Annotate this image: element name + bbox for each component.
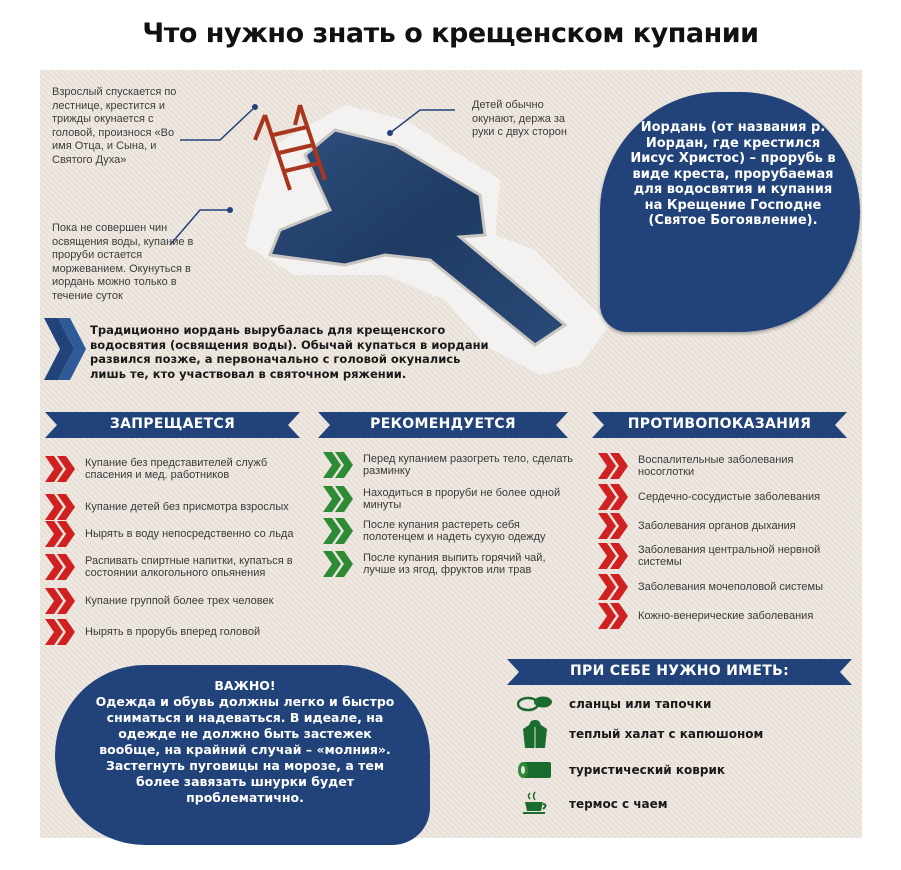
forbidden-item: Распивать спиртные напитки, купаться в состоянии алкогольного опьянения — [45, 554, 310, 580]
forbidden-item: Купание группой более трех человек — [45, 588, 310, 614]
tradition-text: Традиционно иордань вырубалась для крещенского водосвятия (освящения воды). Обычай купаться в иордани развился позже, а первоначально с головой окунались лишь те, кто участвовал в святочном ряжении. — [90, 323, 489, 381]
contra-item: Кожно-венерические заболевания — [598, 603, 853, 629]
red-chevron-icon — [598, 603, 630, 629]
red-chevron-icon — [45, 521, 77, 547]
tradition-chevron-icon — [44, 318, 86, 380]
contra-item: Заболевания мочеполовой системы — [598, 574, 853, 600]
recommended-item: Находиться в проруби не более одной минуты — [323, 486, 578, 512]
forbidden-item: Нырять в прорубь вперед головой — [45, 619, 310, 645]
recommended-item: После купания растереть себя полотенцем и надеть сухую одежду — [323, 518, 578, 544]
contra-title: ПРОТИВОПОКАЗАНИЯ — [627, 416, 812, 432]
forbidden-title: ЗАПРЕЩАЕТСЯ — [109, 416, 236, 432]
important-body: Одежда и обувь должны легко и быстро сниматься и надеваться. В идеале, на одежде не должно быть застежек вообще, на крайний случай – «молния». Застегнуть пуговицы на морозе, а тем более завязать шнурки будет проблематично. — [95, 694, 395, 805]
red-chevron-icon — [45, 588, 77, 614]
forbidden-header — [45, 410, 300, 440]
bring-item: сланцы или тапочки — [515, 690, 711, 718]
red-chevron-icon — [45, 456, 77, 482]
red-chevron-icon — [598, 484, 630, 510]
bring-header — [507, 657, 852, 687]
forbidden-item: Купание без представителей служб спасения и мед. работников — [45, 456, 310, 482]
red-chevron-icon — [45, 494, 77, 520]
tea-cup-icon — [515, 790, 555, 818]
recommended-header — [318, 410, 568, 440]
recommended-item: После купания выпить горячий чай, лучше из ягод, фруктов или трав — [323, 551, 578, 577]
red-chevron-icon — [45, 619, 77, 645]
page-title: Что нужно знать о крещенском купании — [142, 18, 759, 49]
red-chevron-icon — [598, 543, 630, 569]
slippers-icon — [515, 690, 555, 718]
green-chevron-icon — [323, 551, 355, 577]
callout-adult: Взрослый спускается по лестнице, крестится и трижды окунается с головой, произнося «Во имя Отца, и Сына, и Святого Духа» — [52, 86, 177, 166]
bring-item: теплый халат с капюшоном — [515, 720, 763, 748]
red-chevron-icon — [45, 554, 77, 580]
important-heading: ВАЖНО! — [214, 678, 276, 693]
important-text-block — [95, 678, 395, 806]
bring-item: туристический коврик — [515, 756, 725, 784]
callout-before: Пока не совершен чин освящения воды, купание в проруби остается моржеванием. Окунуться в иордань можно только в течение суток — [52, 222, 194, 302]
green-chevron-icon — [323, 486, 355, 512]
bring-item: термос с чаем — [515, 790, 668, 818]
contra-item: Воспалительные заболевания носоглотки — [598, 453, 848, 479]
definition-text: Иордань (от названия р. Иордан, где крестился Иисус Христос) – прорубь в виде креста, прорубаемая для водосвятия и купания на Крещение Господне (Святое Богоявление). — [630, 120, 836, 228]
callout-children: Детей обычно окунают, держа за руки с двух сторон — [472, 99, 567, 138]
robe-icon — [515, 720, 555, 748]
green-chevron-icon — [323, 518, 355, 544]
forbidden-item: Нырять в воду непосредственно со льда — [45, 521, 320, 547]
green-chevron-icon — [323, 452, 355, 478]
contra-item: Сердечно-сосудистые заболевания — [598, 484, 853, 510]
recommended-item: Перед купанием разогреть тело, сделать разминку — [323, 452, 578, 478]
red-chevron-icon — [598, 513, 630, 539]
red-chevron-icon — [598, 574, 630, 600]
mat-icon — [515, 756, 555, 784]
red-chevron-icon — [598, 453, 630, 479]
bring-title: ПРИ СЕБЕ НУЖНО ИМЕТЬ: — [570, 663, 789, 679]
contra-header — [592, 410, 847, 440]
recommended-title: РЕКОМЕНДУЕТСЯ — [370, 416, 516, 432]
contra-item: Заболевания органов дыхания — [598, 513, 853, 539]
contra-item: Заболевания центральной нервной системы — [598, 543, 853, 569]
forbidden-item: Купание детей без присмотра взрослых — [45, 494, 310, 520]
